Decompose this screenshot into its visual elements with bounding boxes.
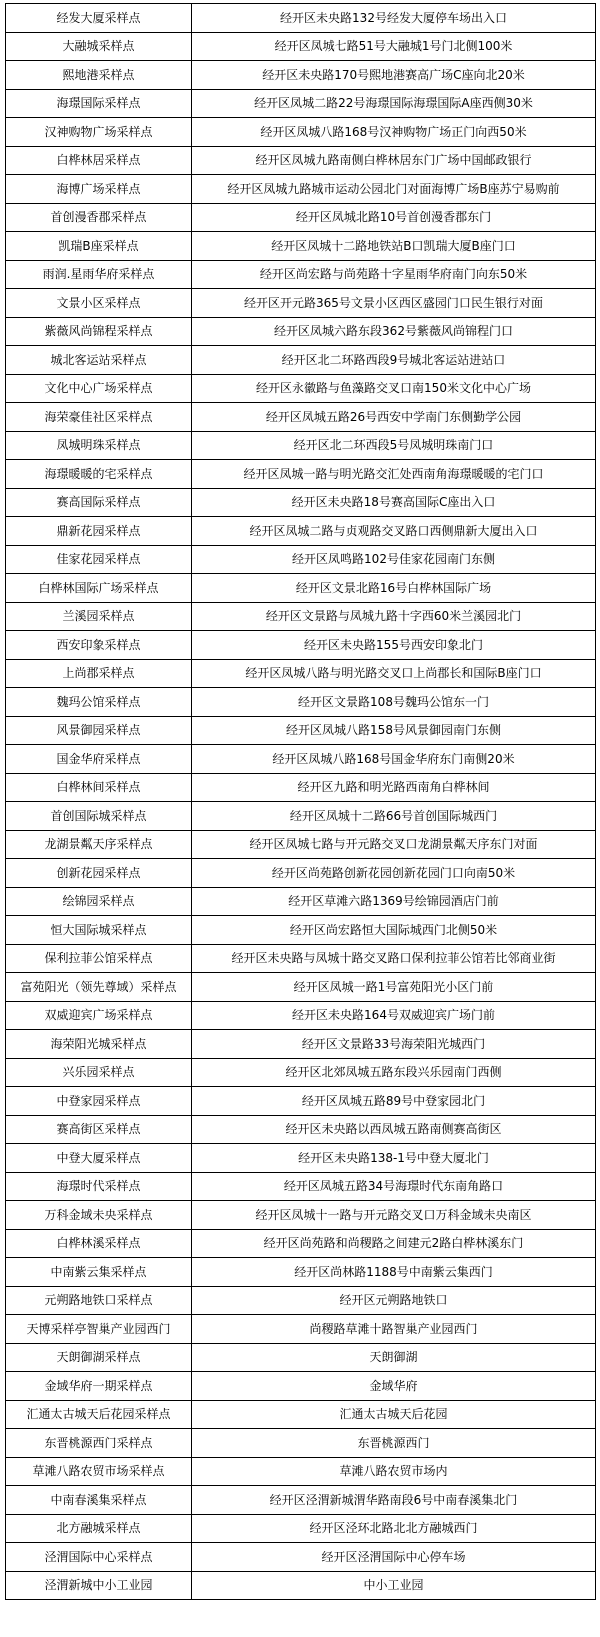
site-address-cell: 经开区凤城八路168号汉神购物广场正门向西50米 <box>192 118 596 147</box>
site-address-cell: 经开区凤城八路与明光路交叉口上尚郡长和国际B座门口 <box>192 659 596 688</box>
site-name-cell: 风景御园采样点 <box>6 716 192 745</box>
site-address-cell: 经开区凤城七路与开元路交叉口龙湖景粼天序东门对面 <box>192 830 596 859</box>
site-address-cell: 经开区凤城九路南侧白桦林居东门广场中国邮政银行 <box>192 146 596 175</box>
table-row <box>6 944 596 973</box>
site-name-cell: 白桦林国际广场采样点 <box>6 574 192 603</box>
site-address-cell: 经开区凤城二路22号海璟国际海璟国际A座西侧30米 <box>192 89 596 118</box>
site-address-cell: 经开区凤城一路1号富苑阳光小区门前 <box>192 973 596 1002</box>
site-address-cell: 经开区草滩六路1369号绘锦园酒店门前 <box>192 887 596 916</box>
table-row <box>6 1058 596 1087</box>
table-row <box>6 4 596 33</box>
table-row <box>6 317 596 346</box>
site-name-cell: 白桦林居采样点 <box>6 146 192 175</box>
table-row <box>6 1001 596 1030</box>
site-name-cell: 中登家园采样点 <box>6 1087 192 1116</box>
site-address-cell: 经开区凤城十一路与开元路交叉口万科金域未央南区 <box>192 1201 596 1230</box>
site-name-cell: 赛高国际采样点 <box>6 488 192 517</box>
table-row <box>6 1571 596 1600</box>
site-name-cell: 熙地港采样点 <box>6 61 192 90</box>
table-row <box>6 374 596 403</box>
table-row <box>6 460 596 489</box>
table-row <box>6 175 596 204</box>
table-row <box>6 688 596 717</box>
site-address-cell: 经开区泾渭国际中心停车场 <box>192 1543 596 1572</box>
table-row <box>6 631 596 660</box>
table-row <box>6 1087 596 1116</box>
site-name-cell: 富苑阳光（领先尊域）采样点 <box>6 973 192 1002</box>
table-row <box>6 1315 596 1344</box>
site-name-cell: 兰溪园采样点 <box>6 602 192 631</box>
site-address-cell: 汇通太古城天后花园 <box>192 1400 596 1429</box>
site-name-cell: 国金华府采样点 <box>6 745 192 774</box>
table-row <box>6 1543 596 1572</box>
site-name-cell: 经发大厦采样点 <box>6 4 192 33</box>
site-name-cell: 中南春溪集采样点 <box>6 1486 192 1515</box>
site-address-cell: 经开区凤城五路34号海璟时代东南角路口 <box>192 1172 596 1201</box>
site-address-cell: 经开区未央路170号熙地港赛高广场C座向北20米 <box>192 61 596 90</box>
site-name-cell: 雨润.星雨华府采样点 <box>6 260 192 289</box>
site-name-cell: 凤城明珠采样点 <box>6 431 192 460</box>
site-address-cell: 经开区文景路与凤城九路十字西60米兰溪园北门 <box>192 602 596 631</box>
site-address-cell: 经开区九路和明光路西南角白桦林间 <box>192 773 596 802</box>
table-row <box>6 260 596 289</box>
site-address-cell: 经开区凤城五路26号西安中学南门东侧勤学公园 <box>192 403 596 432</box>
table-row <box>6 1258 596 1287</box>
table-row <box>6 1514 596 1543</box>
site-name-cell: 泾渭国际中心采样点 <box>6 1543 192 1572</box>
table-row <box>6 1201 596 1230</box>
table-row <box>6 61 596 90</box>
site-address-cell: 草滩八路农贸市场内 <box>192 1457 596 1486</box>
table-row <box>6 773 596 802</box>
site-name-cell: 海荣豪佳社区采样点 <box>6 403 192 432</box>
site-name-cell: 绘锦园采样点 <box>6 887 192 916</box>
table-body <box>6 4 596 1600</box>
site-name-cell: 中南紫云集采样点 <box>6 1258 192 1287</box>
table-row <box>6 1400 596 1429</box>
site-name-cell: 白桦林间采样点 <box>6 773 192 802</box>
sampling-sites-table-wrapper <box>5 3 595 1600</box>
site-address-cell: 经开区北二环西段5号凤城明珠南门口 <box>192 431 596 460</box>
site-name-cell: 海璟暖暖的宅采样点 <box>6 460 192 489</box>
table-row <box>6 289 596 318</box>
site-name-cell: 天博采样亭智巢产业园西门 <box>6 1315 192 1344</box>
table-row <box>6 830 596 859</box>
site-name-cell: 金域华府一期采样点 <box>6 1372 192 1401</box>
site-address-cell: 经开区永徽路与鱼藻路交叉口南150米文化中心广场 <box>192 374 596 403</box>
site-address-cell: 东晋桃源西门 <box>192 1429 596 1458</box>
site-name-cell: 首创国际城采样点 <box>6 802 192 831</box>
site-address-cell: 经开区凤城十二路地铁站B口凯瑞大厦B座门口 <box>192 232 596 261</box>
table-row <box>6 574 596 603</box>
table-row <box>6 1144 596 1173</box>
site-address-cell: 经开区尚苑路和尚稷路之间建元2路白桦林溪东门 <box>192 1229 596 1258</box>
site-address-cell: 经开区凤城九路城市运动公园北门对面海博广场B座苏宁易购前 <box>192 175 596 204</box>
site-address-cell: 经开区凤城一路与明光路交汇处西南角海璟暖暖的宅门口 <box>192 460 596 489</box>
table-row <box>6 1115 596 1144</box>
table-row <box>6 1372 596 1401</box>
site-address-cell: 经开区凤城北路10号首创漫香郡东门 <box>192 203 596 232</box>
site-address-cell: 经开区凤城八路158号风景御园南门东侧 <box>192 716 596 745</box>
table-row <box>6 1486 596 1515</box>
table-row <box>6 916 596 945</box>
table-row <box>6 146 596 175</box>
site-name-cell: 海璟国际采样点 <box>6 89 192 118</box>
site-address-cell: 经开区未央路132号经发大厦停车场出入口 <box>192 4 596 33</box>
site-name-cell: 汉神购物广场采样点 <box>6 118 192 147</box>
site-address-cell: 经开区凤城七路51号大融城1号门北侧100米 <box>192 32 596 61</box>
site-name-cell: 元朔路地铁口采样点 <box>6 1286 192 1315</box>
table-row <box>6 859 596 888</box>
site-address-cell: 尚稷路草滩十路智巢产业园西门 <box>192 1315 596 1344</box>
site-name-cell: 海博广场采样点 <box>6 175 192 204</box>
table-row <box>6 1229 596 1258</box>
sampling-sites-table <box>5 3 596 1600</box>
site-name-cell: 白桦林溪采样点 <box>6 1229 192 1258</box>
site-name-cell: 兴乐园采样点 <box>6 1058 192 1087</box>
site-address-cell: 经开区文景路108号魏玛公馆东一门 <box>192 688 596 717</box>
site-name-cell: 中登大厦采样点 <box>6 1144 192 1173</box>
site-name-cell: 佳家花园采样点 <box>6 545 192 574</box>
table-row <box>6 659 596 688</box>
table-row <box>6 517 596 546</box>
site-address-cell: 经开区泾环北路北北方融城西门 <box>192 1514 596 1543</box>
site-address-cell: 经开区凤城五路89号中登家园北门 <box>192 1087 596 1116</box>
site-name-cell: 泾渭新城中小工业园 <box>6 1571 192 1600</box>
site-name-cell: 东晋桃源西门采样点 <box>6 1429 192 1458</box>
site-name-cell: 汇通太古城天后花园采样点 <box>6 1400 192 1429</box>
site-address-cell: 经开区未央路155号西安印象北门 <box>192 631 596 660</box>
site-address-cell: 经开区北郊凤城五路东段兴乐园南门西侧 <box>192 1058 596 1087</box>
table-row <box>6 118 596 147</box>
table-row <box>6 346 596 375</box>
table-row <box>6 545 596 574</box>
site-address-cell: 经开区未央路以西凤城五路南侧赛高街区 <box>192 1115 596 1144</box>
site-name-cell: 文景小区采样点 <box>6 289 192 318</box>
table-row <box>6 802 596 831</box>
table-row <box>6 1429 596 1458</box>
table-row <box>6 716 596 745</box>
table-row <box>6 89 596 118</box>
table-row <box>6 1172 596 1201</box>
site-name-cell: 魏玛公馆采样点 <box>6 688 192 717</box>
site-address-cell: 经开区凤城八路168号国金华府东门南侧20米 <box>192 745 596 774</box>
site-address-cell: 经开区尚林路1188号中南紫云集西门 <box>192 1258 596 1287</box>
table-row <box>6 431 596 460</box>
site-name-cell: 凯瑞B座采样点 <box>6 232 192 261</box>
table-row <box>6 203 596 232</box>
site-name-cell: 龙湖景粼天序采样点 <box>6 830 192 859</box>
site-address-cell: 经开区尚宏路与尚苑路十字星雨华府南门向东50米 <box>192 260 596 289</box>
site-name-cell: 赛高街区采样点 <box>6 1115 192 1144</box>
site-name-cell: 草滩八路农贸市场采样点 <box>6 1457 192 1486</box>
site-address-cell: 经开区未央路与凤城十路交叉路口保利拉菲公馆若比邻商业街 <box>192 944 596 973</box>
site-address-cell: 经开区未央路138-1号中登大厦北门 <box>192 1144 596 1173</box>
table-row <box>6 887 596 916</box>
site-address-cell: 经开区开元路365号文景小区西区盛园门口民生银行对面 <box>192 289 596 318</box>
table-row <box>6 1457 596 1486</box>
site-address-cell: 经开区尚苑路创新花园创新花园门口向南50米 <box>192 859 596 888</box>
table-row <box>6 232 596 261</box>
site-name-cell: 鼎新花园采样点 <box>6 517 192 546</box>
site-address-cell: 经开区凤鸣路102号佳家花园南门东侧 <box>192 545 596 574</box>
table-row <box>6 403 596 432</box>
table-row <box>6 602 596 631</box>
site-address-cell: 经开区北二环路西段9号城北客运站进站口 <box>192 346 596 375</box>
table-row <box>6 745 596 774</box>
table-row <box>6 973 596 1002</box>
site-address-cell: 经开区凤城六路东段362号紫薇风尚锦程门口 <box>192 317 596 346</box>
table-row <box>6 1343 596 1372</box>
site-name-cell: 海璟时代采样点 <box>6 1172 192 1201</box>
site-name-cell: 城北客运站采样点 <box>6 346 192 375</box>
site-address-cell: 中小工业园 <box>192 1571 596 1600</box>
site-name-cell: 恒大国际城采样点 <box>6 916 192 945</box>
site-name-cell: 文化中心广场采样点 <box>6 374 192 403</box>
site-name-cell: 海荣阳光城采样点 <box>6 1030 192 1059</box>
site-address-cell: 天朗御湖 <box>192 1343 596 1372</box>
table-row <box>6 32 596 61</box>
site-name-cell: 上尚郡采样点 <box>6 659 192 688</box>
site-address-cell: 经开区尚宏路恒大国际城西门北侧50米 <box>192 916 596 945</box>
site-name-cell: 万科金域未央采样点 <box>6 1201 192 1230</box>
table-row <box>6 488 596 517</box>
site-address-cell: 经开区未央路164号双威迎宾广场门前 <box>192 1001 596 1030</box>
site-name-cell: 北方融城采样点 <box>6 1514 192 1543</box>
site-address-cell: 金域华府 <box>192 1372 596 1401</box>
site-name-cell: 西安印象采样点 <box>6 631 192 660</box>
site-address-cell: 经开区未央路18号赛高国际C座出入口 <box>192 488 596 517</box>
site-address-cell: 经开区泾渭新城渭华路南段6号中南春溪集北门 <box>192 1486 596 1515</box>
site-address-cell: 经开区凤城二路与贞观路交叉路口西侧鼎新大厦出入口 <box>192 517 596 546</box>
site-name-cell: 创新花园采样点 <box>6 859 192 888</box>
site-name-cell: 紫薇风尚锦程采样点 <box>6 317 192 346</box>
table-row <box>6 1030 596 1059</box>
site-name-cell: 天朗御湖采样点 <box>6 1343 192 1372</box>
site-address-cell: 经开区文景路33号海荣阳光城西门 <box>192 1030 596 1059</box>
site-name-cell: 首创漫香郡采样点 <box>6 203 192 232</box>
table-row <box>6 1286 596 1315</box>
site-address-cell: 经开区凤城十二路66号首创国际城西门 <box>192 802 596 831</box>
site-address-cell: 经开区元朔路地铁口 <box>192 1286 596 1315</box>
site-address-cell: 经开区文景北路16号白桦林国际广场 <box>192 574 596 603</box>
site-name-cell: 大融城采样点 <box>6 32 192 61</box>
site-name-cell: 双威迎宾广场采样点 <box>6 1001 192 1030</box>
site-name-cell: 保利拉菲公馆采样点 <box>6 944 192 973</box>
